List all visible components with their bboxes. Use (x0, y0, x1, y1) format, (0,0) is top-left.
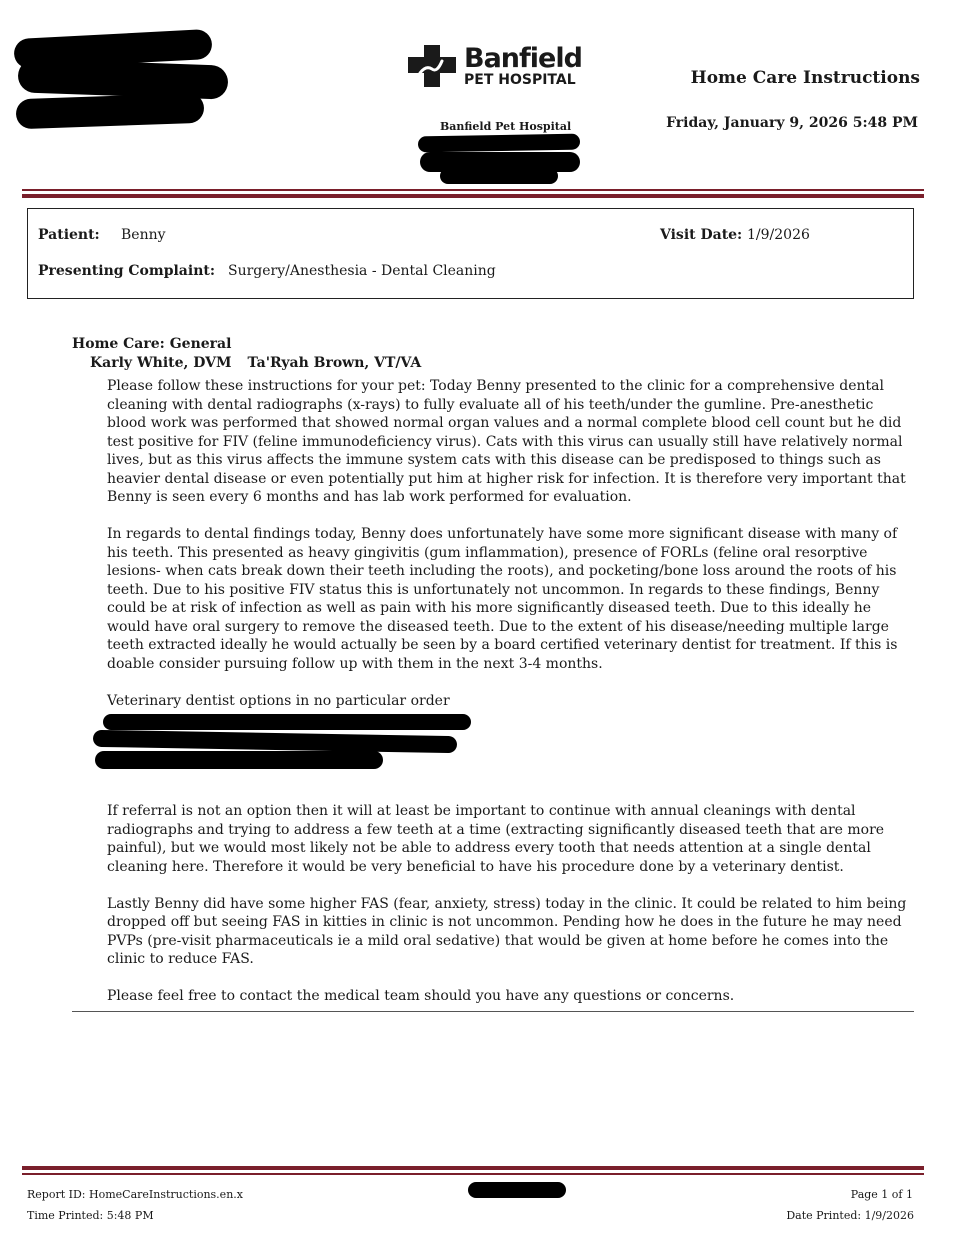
logo-name: Banfield (464, 43, 582, 74)
clinic-name: Banfield Pet Hospital (440, 120, 572, 133)
complaint-label: Presenting Complaint: (38, 263, 216, 279)
document-title: Home Care Instructions (690, 68, 920, 88)
paragraph: Lastly Benny did have some higher FAS (fear, anxiety, stress) today in the clinic. It could be related to him being dropped off but seeing FAS in kitties in clinic is not uncommon. Pending how he does in the future he may need PVPs (pre-visit pharmaceuticals ie a mild oral sedative) that would be given at home before he comes into the clinic to reduce FAS. (107, 895, 907, 967)
time-printed: Time Printed: 5:48 PM (27, 1209, 154, 1222)
presenting-complaint: Surgery/Anesthesia - Dental Cleaning (228, 263, 496, 279)
redacted-clinic-address (418, 134, 580, 153)
staff-line (90, 355, 421, 371)
paragraph: Please follow these instructions for your pet: Today Benny presented to the clinic for a comprehensive dental cleaning with dental radiographs (x-rays) to fully evaluate all of his teeth/under the gumline. Pre-anesthetic blood work was performed that showed normal organ values and a normal complete blood cell count but he did test positive for FIV (feline immunodeficiency virus). Cats with this virus can usually still have relatively normal lives, but as this virus affects the immune system cats with this disease can be predisposed to things such as heavier dental disease or even potentially put him at higher risk for infection. It is therefore very important that Benny is seen every 6 months and has lab work performed for evaluation. (107, 378, 906, 505)
paragraph: Veterinary dentist options in no particular order (107, 692, 450, 709)
paragraph: In regards to dental findings today, Benny does unfortunately have some more significant disease with many of his teeth. This presented as heavy gingivitis (gum inflammation), presence of FORLs (feline oral resorptive lesions- when cats break down their teeth including the roots), and pocketing/bone loss around the roots of his teeth. Due to his positive FIV status this is unfortunately not uncommon. In regards to these findings, Benny could be at risk of infection as well as pain with his more significantly diseased teeth. Due to this ideally he would have oral surgery to remove the diseased teeth. Due to the extent of his disease/needing multiple large teeth extracted ideally he would actually be seen by a board certified veterinary dentist for treatment. If this is doable consider pursuing follow up with them in the next 3-4 months. (107, 526, 898, 672)
section-title: Home Care: General (72, 336, 232, 352)
redacted-address (17, 58, 228, 99)
banfield-logo (406, 43, 582, 89)
patient-info-box (27, 208, 914, 299)
footer-rule (22, 1173, 924, 1175)
paragraph: If referral is not an option then it will at least be important to continue with annual cleanings with dental radiographs and trying to address a few teeth at a time (extracting significantly diseased teeth that are more painful), but we would most likely not be able to address every tooth that needs attention at a single dental cleaning here. Therefore it would be very beneficial to have his procedure done by a veterinary dentist. (107, 803, 885, 875)
paragraph: Please feel free to contact the medical team should you have any questions or concerns. (107, 988, 735, 1004)
logo-sub: PET HOSPITAL (464, 72, 576, 88)
date-printed: Date Printed: 1/9/2026 (786, 1209, 914, 1222)
page-number: Page 1 of 1 (850, 1188, 913, 1201)
tech-name: Ta'Ryah Brown, VT/VA (247, 355, 422, 371)
header-rule (22, 189, 924, 191)
visit-date-label: Visit Date: (660, 227, 743, 243)
redacted-dentist-list (107, 710, 907, 784)
footer-rule (22, 1166, 924, 1170)
banfield-cross-icon (406, 43, 458, 89)
document-date: Friday, January 9, 2026 5:48 PM (666, 115, 918, 131)
header-rule (22, 194, 924, 198)
patient-name: Benny (121, 227, 166, 243)
redacted-address (16, 93, 205, 130)
content-end-rule (72, 1011, 914, 1012)
redacted-footer-id (468, 1182, 566, 1198)
instructions-body (107, 377, 907, 1024)
redacted-clinic-address (440, 168, 558, 184)
patient-label: Patient: (38, 227, 100, 243)
doctor-name: Karly White, DVM (90, 355, 232, 371)
visit-date: 1/9/2026 (747, 227, 810, 243)
report-id: Report ID: HomeCareInstructions.en.x (27, 1188, 243, 1201)
